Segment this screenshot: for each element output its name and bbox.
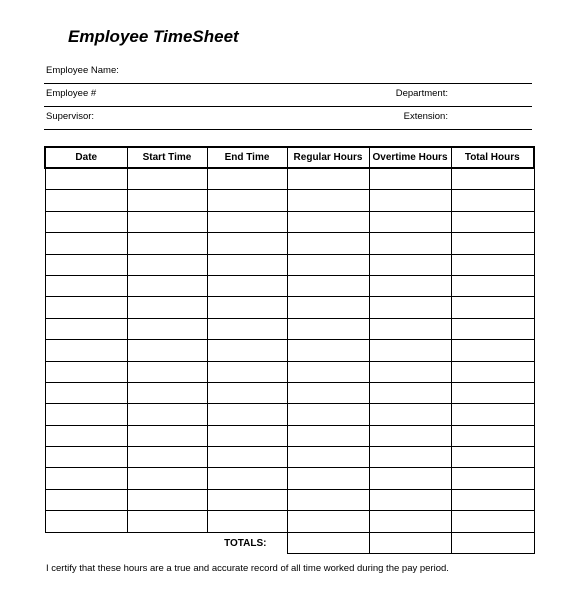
overtime-hours-cell[interactable]	[369, 168, 451, 190]
date-cell[interactable]	[45, 361, 127, 382]
regular-hours-cell[interactable]	[287, 211, 369, 232]
total-hours-cell[interactable]	[451, 489, 534, 510]
overtime-hours-cell[interactable]	[369, 382, 451, 403]
overtime-hours-cell[interactable]	[369, 254, 451, 275]
overtime-hours-cell[interactable]	[369, 447, 451, 468]
date-cell[interactable]	[45, 404, 127, 425]
start-time-cell[interactable]	[127, 340, 207, 361]
end-time-cell[interactable]	[207, 511, 287, 532]
regular-hours-cell[interactable]	[287, 233, 369, 254]
overtime-hours-cell[interactable]	[369, 468, 451, 489]
date-cell[interactable]	[45, 382, 127, 403]
col-total-hours-header: Total Hours	[451, 147, 534, 168]
date-cell[interactable]	[45, 297, 127, 318]
total-hours-cell[interactable]	[451, 233, 534, 254]
totals-row	[45, 532, 534, 553]
employee-number-label: Employee #	[46, 88, 97, 99]
table-row	[45, 318, 534, 339]
start-time-cell[interactable]	[127, 382, 207, 403]
overtime-hours-cell[interactable]	[369, 318, 451, 339]
overtime-hours-cell[interactable]	[369, 361, 451, 382]
date-cell[interactable]	[45, 425, 127, 446]
start-time-cell[interactable]	[127, 361, 207, 382]
col-start-time-header: Start Time	[127, 147, 207, 168]
total-hours-cell[interactable]	[451, 211, 534, 232]
end-time-cell[interactable]	[207, 318, 287, 339]
overtime-hours-cell[interactable]	[369, 340, 451, 361]
regular-hours-cell[interactable]	[287, 340, 369, 361]
start-time-cell[interactable]	[127, 254, 207, 275]
totals-regular-hours-cell[interactable]	[287, 532, 369, 553]
total-hours-cell[interactable]	[451, 318, 534, 339]
end-time-cell[interactable]	[207, 425, 287, 446]
total-hours-cell[interactable]	[451, 275, 534, 296]
supervisor-row	[44, 107, 532, 130]
overtime-hours-cell[interactable]	[369, 425, 451, 446]
table-row	[45, 447, 534, 468]
end-time-cell[interactable]	[207, 382, 287, 403]
regular-hours-cell[interactable]	[287, 404, 369, 425]
overtime-hours-cell[interactable]	[369, 233, 451, 254]
col-date-header: Date	[45, 147, 127, 168]
table-row	[45, 382, 534, 403]
certification-text: I certify that these hours are a true and accurate record of all time worked during the pay period.	[46, 563, 449, 574]
overtime-hours-cell[interactable]	[369, 511, 451, 532]
regular-hours-cell[interactable]	[287, 489, 369, 510]
total-hours-cell[interactable]	[451, 382, 534, 403]
extension-label: Extension:	[403, 111, 448, 122]
start-time-cell[interactable]	[127, 168, 207, 190]
end-time-cell[interactable]	[207, 447, 287, 468]
date-cell[interactable]	[45, 275, 127, 296]
col-regular-hours-header: Regular Hours	[287, 147, 369, 168]
date-cell[interactable]	[45, 168, 127, 190]
table-row	[45, 254, 534, 275]
end-time-cell[interactable]	[207, 275, 287, 296]
end-time-cell[interactable]	[207, 340, 287, 361]
total-hours-cell[interactable]	[451, 190, 534, 211]
regular-hours-cell[interactable]	[287, 425, 369, 446]
table-row	[45, 211, 534, 232]
overtime-hours-cell[interactable]	[369, 297, 451, 318]
totals-label: TOTALS:	[224, 537, 267, 549]
employee-name-row	[44, 61, 532, 84]
total-hours-cell[interactable]	[451, 297, 534, 318]
table-row	[45, 425, 534, 446]
date-cell[interactable]	[45, 447, 127, 468]
date-cell[interactable]	[45, 233, 127, 254]
total-hours-cell[interactable]	[451, 511, 534, 532]
start-time-cell[interactable]	[127, 233, 207, 254]
date-cell[interactable]	[45, 318, 127, 339]
regular-hours-cell[interactable]	[287, 361, 369, 382]
total-hours-cell[interactable]	[451, 254, 534, 275]
start-time-cell[interactable]	[127, 211, 207, 232]
col-end-time-header: End Time	[207, 147, 287, 168]
table-row	[45, 340, 534, 361]
overtime-hours-cell[interactable]	[369, 190, 451, 211]
total-hours-cell[interactable]	[451, 425, 534, 446]
start-time-cell[interactable]	[127, 404, 207, 425]
date-cell[interactable]	[45, 211, 127, 232]
employee-name-label: Employee Name:	[46, 65, 119, 76]
table-row	[45, 275, 534, 296]
regular-hours-cell[interactable]	[287, 468, 369, 489]
overtime-hours-cell[interactable]	[369, 489, 451, 510]
timesheet-table	[44, 146, 535, 554]
start-time-cell[interactable]	[127, 425, 207, 446]
total-hours-cell[interactable]	[451, 361, 534, 382]
table-row	[45, 233, 534, 254]
table-row	[45, 361, 534, 382]
start-time-cell[interactable]	[127, 511, 207, 532]
date-cell[interactable]	[45, 468, 127, 489]
total-hours-cell[interactable]	[451, 468, 534, 489]
start-time-cell[interactable]	[127, 489, 207, 510]
date-cell[interactable]	[45, 489, 127, 510]
page-title: Employee TimeSheet	[68, 27, 239, 46]
employee-number-row	[44, 84, 532, 107]
table-header-row	[45, 147, 534, 168]
overtime-hours-cell[interactable]	[369, 404, 451, 425]
timesheet-body	[45, 168, 534, 532]
department-label: Department:	[395, 88, 448, 99]
start-time-cell[interactable]	[127, 190, 207, 211]
regular-hours-cell[interactable]	[287, 318, 369, 339]
table-row	[45, 297, 534, 318]
end-time-cell[interactable]	[207, 297, 287, 318]
regular-hours-cell[interactable]	[287, 511, 369, 532]
start-time-cell[interactable]	[127, 275, 207, 296]
regular-hours-cell[interactable]	[287, 168, 369, 190]
end-time-cell[interactable]	[207, 468, 287, 489]
regular-hours-cell[interactable]	[287, 382, 369, 403]
regular-hours-cell[interactable]	[287, 254, 369, 275]
table-row	[45, 168, 534, 190]
date-cell[interactable]	[45, 254, 127, 275]
table-row	[45, 190, 534, 211]
totals-total-hours-cell[interactable]	[451, 532, 534, 553]
end-time-cell[interactable]	[207, 404, 287, 425]
end-time-cell[interactable]	[207, 211, 287, 232]
total-hours-cell[interactable]	[451, 340, 534, 361]
table-row	[45, 489, 534, 510]
start-time-cell[interactable]	[127, 297, 207, 318]
end-time-cell[interactable]	[207, 489, 287, 510]
overtime-hours-cell[interactable]	[369, 211, 451, 232]
start-time-cell[interactable]	[127, 447, 207, 468]
end-time-cell[interactable]	[207, 190, 287, 211]
supervisor-label: Supervisor:	[46, 111, 95, 122]
start-time-cell[interactable]	[127, 318, 207, 339]
regular-hours-cell[interactable]	[287, 297, 369, 318]
date-cell[interactable]	[45, 190, 127, 211]
overtime-hours-cell[interactable]	[369, 275, 451, 296]
date-cell[interactable]	[45, 511, 127, 532]
totals-spacer	[127, 532, 207, 553]
totals-overtime-hours-cell[interactable]	[369, 532, 451, 553]
date-cell[interactable]	[45, 340, 127, 361]
end-time-cell[interactable]	[207, 254, 287, 275]
end-time-cell[interactable]	[207, 168, 287, 190]
table-row	[45, 511, 534, 532]
end-time-cell[interactable]	[207, 361, 287, 382]
total-hours-cell[interactable]	[451, 447, 534, 468]
totals-spacer	[45, 532, 127, 553]
table-row	[45, 468, 534, 489]
regular-hours-cell[interactable]	[287, 275, 369, 296]
start-time-cell[interactable]	[127, 468, 207, 489]
regular-hours-cell[interactable]	[287, 447, 369, 468]
end-time-cell[interactable]	[207, 233, 287, 254]
table-row	[45, 404, 534, 425]
total-hours-cell[interactable]	[451, 404, 534, 425]
col-overtime-hours-header: Overtime Hours	[369, 147, 451, 168]
total-hours-cell[interactable]	[451, 168, 534, 190]
regular-hours-cell[interactable]	[287, 190, 369, 211]
